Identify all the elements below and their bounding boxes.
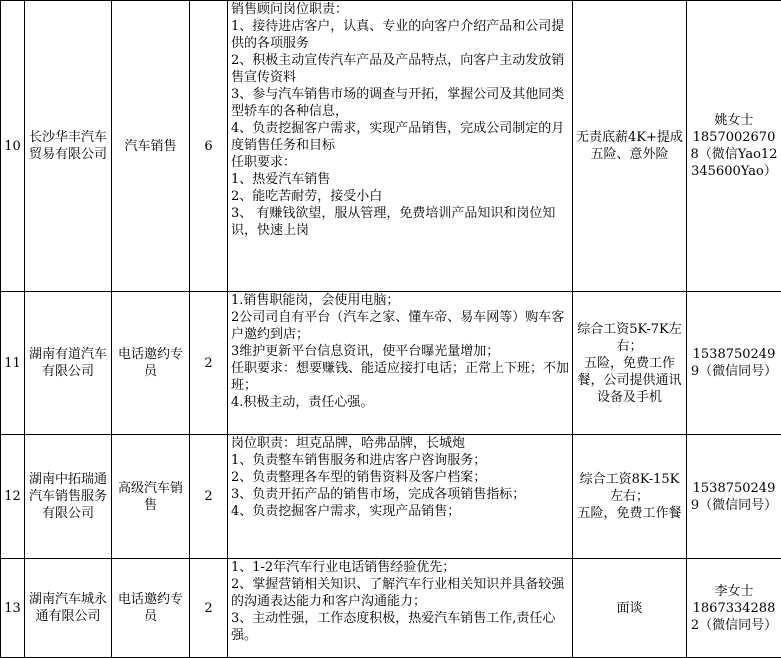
table-row (1, 559, 781, 658)
description-line: 1、1-2年汽车行业电话销售经验优先； (231, 559, 569, 576)
description-line: 4、负责挖掘客户需求，实现产品销售； (231, 503, 569, 520)
description-line: 4.积极主动，责任心强。 (231, 394, 569, 411)
description-line: 岗位职责：坦克品牌，哈弗品牌，长城炮 (231, 435, 569, 452)
table-row (1, 1, 781, 292)
pay-line: 无责底薪4K+提成 (575, 129, 684, 146)
job-description (228, 559, 573, 658)
description-line: 任职要求：想要赚钱、能适应接打电话；正常上下班；不加班； (231, 360, 569, 394)
job-description (228, 1, 573, 292)
company-name: 湖南中拓瑞通汽车销售服务有限公司 (25, 435, 112, 559)
headcount: 2 (190, 435, 228, 559)
contact-info (687, 559, 781, 658)
contact-info (687, 292, 781, 435)
pay-line: 综合工资5K-7K左右； (575, 321, 684, 355)
description-line: 3、负责开拓产品的销售市场，完成各项销售指标； (231, 486, 569, 503)
pay-line: 面谈 (575, 600, 684, 617)
row-number: 11 (1, 292, 25, 435)
contact-phone: 18570026708（微信Yao12345600Yao） (689, 129, 779, 180)
description-line: 1、负责整车销售服务和进店客户咨询服务； (231, 452, 569, 469)
row-number: 10 (1, 1, 25, 292)
company-name: 长沙华丰汽车贸易有限公司 (25, 1, 112, 292)
description-line: 2公司司自有平台（汽车之家、懂车帝、易车网等）购车客户邀约到店； (231, 309, 569, 343)
description-line: 3、主动性强，工作态度积极，热爱汽车销售工作,责任心强。 (231, 610, 569, 644)
description-line: 3、参与汽车销售市场的调查与开拓，掌握公司及其他同类型轿车的各种信息， (231, 86, 569, 120)
description-line: 3、 有赚钱欲望，服从管理，免费培训产品知识和岗位知识，快速上岗 (231, 205, 569, 239)
description-line: 4、负责挖掘客户需求，实现产品销售，完成公司制定的月度销售任务和目标 (231, 120, 569, 154)
company-name: 湖南汽车城永通有限公司 (25, 559, 112, 658)
salary-benefits (573, 559, 687, 658)
headcount: 2 (190, 292, 228, 435)
job-description (228, 292, 573, 435)
company-name: 湖南有道汽车有限公司 (25, 292, 112, 435)
description-line: 销售顾问岗位职责： (231, 1, 569, 18)
position-title: 高级汽车销售 (112, 435, 190, 559)
description-line: 1.销售职能岗，会使用电脑； (231, 292, 569, 309)
table-row (1, 435, 781, 559)
row-number: 13 (1, 559, 25, 658)
salary-benefits (573, 435, 687, 559)
pay-line: 五险，免费工作餐 (575, 505, 684, 522)
contact-phone: 18673342882（微信同号） (689, 600, 779, 634)
headcount: 2 (190, 559, 228, 658)
pay-line: 五险、意外险 (575, 146, 684, 163)
description-line: 2、能吃苦耐劳，接受小白 (231, 188, 569, 205)
contact-phone: 15387502499（微信同号） (689, 346, 779, 380)
description-line: 任职要求： (231, 154, 569, 171)
table-row (1, 292, 781, 435)
headcount: 6 (190, 1, 228, 292)
pay-line: 综合工资8K-15K左右； (575, 471, 684, 505)
salary-benefits (573, 1, 687, 292)
pay-line: 五险，免费工作餐，公司提供通讯设备及手机 (575, 355, 684, 406)
description-line: 1、接待进店客户，认真、专业的向客户介绍产品和公司提供的各项服务 (231, 18, 569, 52)
contact-phone: 15387502499（微信同号） (689, 480, 779, 514)
contact-name: 李女士 (689, 583, 779, 600)
position-title: 电话邀约专员 (112, 292, 190, 435)
contact-info (687, 435, 781, 559)
position-title: 电话邀约专员 (112, 559, 190, 658)
job-description (228, 435, 573, 559)
description-line: 2、积极主动宣传汽车产品及产品特点，向客户主动发放销售宣传资料 (231, 52, 569, 86)
description-line: 2、掌握营销相关知识、了解汽车行业相关知识并具备较强的沟通表达能力和客户沟通能力； (231, 576, 569, 610)
description-line: 3维护更新平台信息资讯，使平台曝光量增加； (231, 343, 569, 360)
description-line: 2、负责整理各车型的销售资料及客户档案； (231, 469, 569, 486)
position-title: 汽车销售 (112, 1, 190, 292)
description-line: 1、热爱汽车销售 (231, 171, 569, 188)
salary-benefits (573, 292, 687, 435)
contact-info (687, 1, 781, 292)
row-number: 12 (1, 435, 25, 559)
contact-name: 姚女士 (689, 112, 779, 129)
